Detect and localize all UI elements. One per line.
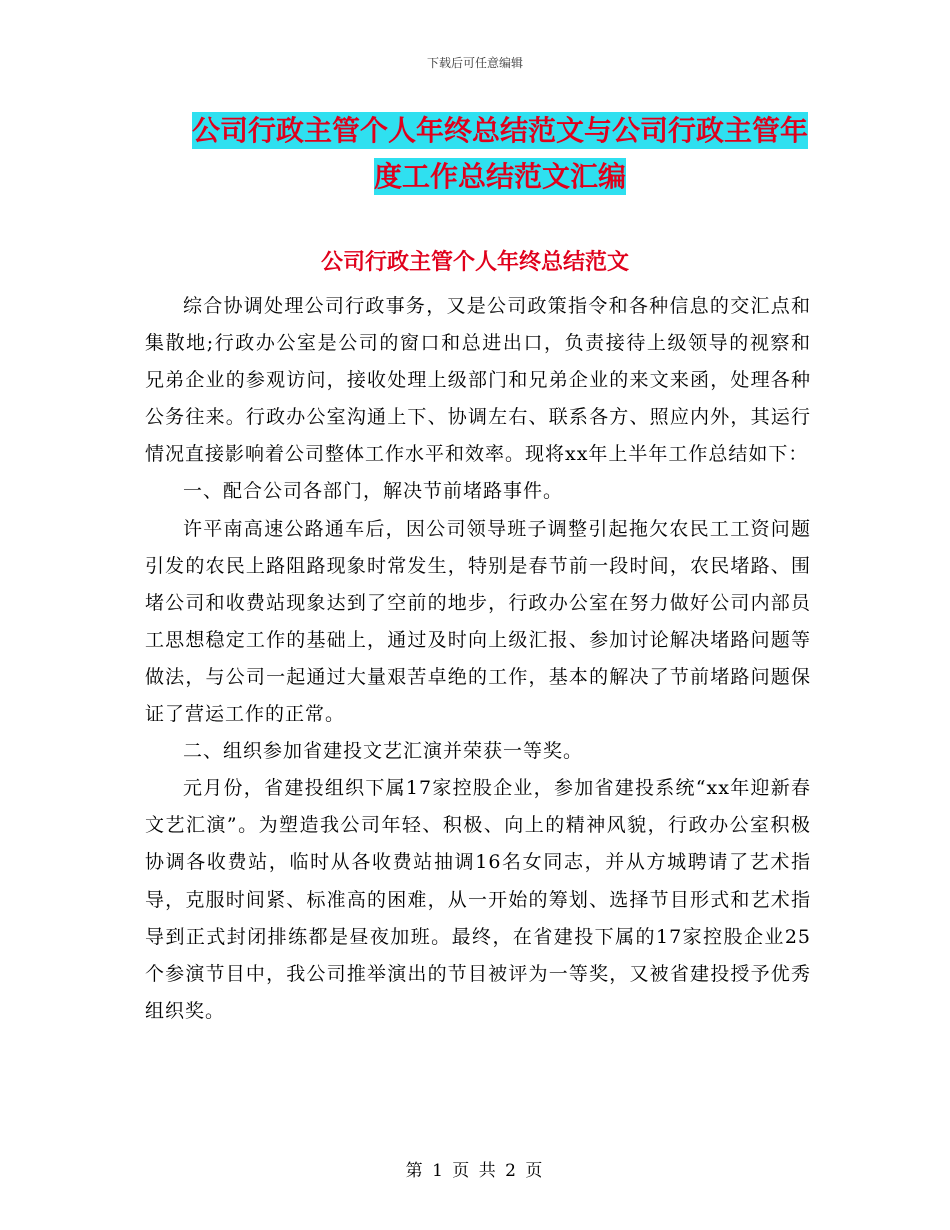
section-title: 公司行政主管个人年终总结范文	[320, 249, 629, 275]
body-paragraph: 元月份，省建投组织下属17家控股企业，参加省建投系统“xx年迎新春文艺汇演”。为塑造我公司年轻、积极、向上的精神风貌，行政办公室积极协调各收费站，临时从各收费站抽调16名女同志，并从方城聘请了艺术指导，克服时间紧、标准高的困难，从一开始的筹划、选择节目形式和艺术指导到正式封闭排练都是昼夜加班。最终，在省建投下属的17家控股企业25个参演节目中，我公司推举演出的节目被评为一等奖，又被省建投授予优秀组织奖。	[145, 777, 811, 1022]
page-number: 第 1 页 共 2 页	[405, 1161, 545, 1181]
header-note: 下载后可任意编辑	[426, 56, 523, 70]
body-heading-2: 二、组织参加省建投文艺汇演并荣获一等奖。	[183, 740, 584, 763]
body-paragraph: 许平南高速公路通车后，因公司领导班子调整引起拖欠农民工工资问题引发的农民上路阻路现象时常发生，特别是春节前一段时间，农民堵路、围堵公司和收费站现象达到了空前的地步，行政办公室在努力做好公司内部员工思想稳定工作的基础上，通过及时向上级汇报、参加讨论解决堵路问题等做法，与公司一起通过大量艰苦卓绝的工作，基本的解决了节前堵路问题保证了营运工作的正常。	[145, 517, 811, 726]
body-heading-1: 一、配合公司各部门，解决节前堵路事件。	[183, 480, 564, 503]
document-title	[190, 108, 810, 200]
body-paragraph: 综合协调处理公司行政事务，又是公司政策指令和各种信息的交汇点和集散地;行政办公室是公司的窗口和总进出口，负责接待上级领导的视察和兄弟企业的参观访问，接收处理上级部门和兄弟企业的来文来函，处理各种公务往来。行政办公室沟通上下、协调左右、联系各方、照应内外，其运行情况直接影响着公司整体工作水平和效率。现将xx年上半年工作总结如下：	[145, 295, 811, 466]
document-title-text: 公司行政主管个人年终总结范文与公司行政主管年度工作总结范文汇编	[191, 114, 808, 193]
document-body	[145, 288, 811, 1030]
